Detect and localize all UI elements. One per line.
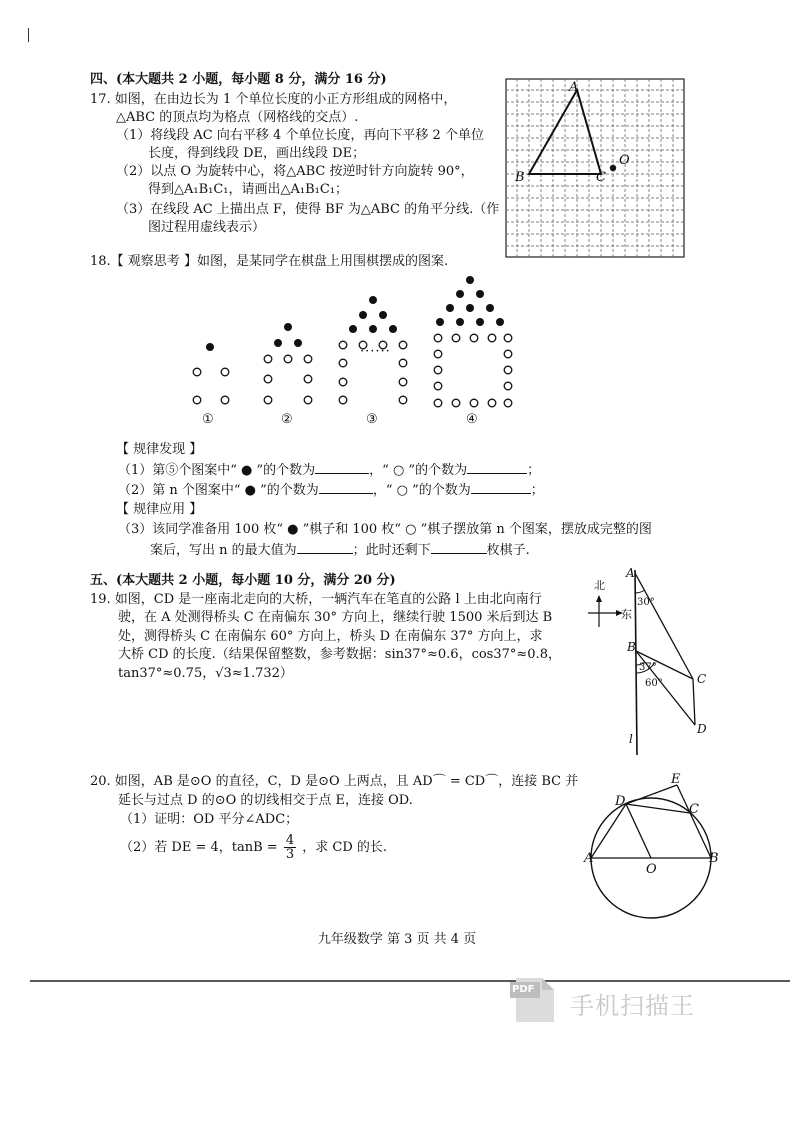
q18-law-title: 【 规律发现 】: [116, 442, 203, 457]
q20-label-c: C: [689, 802, 699, 817]
q20-line1: 20. 如图，AB 是⊙O 的直径，C，D 是⊙O 上两点，且 AD⌒ = CD⌒，连接 BC 并: [90, 774, 579, 789]
q17-line6: 得到△A₁B₁C₁，请画出△A₁B₁C₁；: [148, 182, 349, 197]
q18-app-title: 【 规律应用 】: [116, 502, 203, 517]
q19-label-b: B: [627, 640, 636, 654]
scan-edge-line: [30, 980, 790, 982]
q20-label-a: A: [584, 851, 594, 866]
q18-line1: 18.【 观察思考 】如图，是某同学在棋盘上用围棋摆成的图案.: [90, 254, 449, 269]
q17-label-o: O: [619, 153, 630, 168]
q19-line3: 处，测得桥头 C 在南偏东 60° 方向上，桥头 D 在南偏东 37° 方向上，求: [118, 629, 543, 644]
q20-line3: （1）证明：OD 平分∠ADC；: [120, 812, 299, 827]
q19-line2: 驶，在 A 处测得桥头 C 在南偏东 30° 方向上，继续行驶 1500 米后到达 B: [118, 610, 553, 625]
north-label: 北: [594, 579, 605, 592]
q17-line8: 图过程用虚线表示）: [148, 220, 266, 235]
frac-denominator: 3: [285, 847, 295, 862]
q19-line5: tan37°≈0.75，√3≈1.732）: [118, 666, 293, 681]
q20-label-e: E: [671, 772, 681, 787]
frac-numerator: 4: [285, 833, 295, 848]
q17-label-b: B: [515, 170, 525, 185]
q20-line4: （2）若 DE = 4，tanB = $\frac{4}{3}$ ，求 CD 的长.: [120, 833, 388, 862]
q18-part1: （1）第⑤个图案中“ ● ”的个数为 ，“ ○ ”的个数为 ；: [118, 460, 540, 481]
q18-label-3: ③: [366, 412, 378, 427]
q17-line5: （2）以点 O 为旋转中心，将△ABC 按逆时针方向旋转 90°，: [116, 164, 474, 179]
q17-label-a: A: [569, 80, 579, 95]
q18-ellipsis: ······: [360, 344, 391, 359]
angle-30: 30°: [637, 597, 655, 608]
section-4-heading: 四、(本大题共 2 小题，每小题 8 分，满分 16 分): [90, 72, 387, 87]
q19-label-a: A: [626, 566, 635, 580]
q17-grid-figure: [505, 78, 685, 258]
q18-part3-line2: 案后，写出 n 的最大值为 ；此时还剩下 枚棋子.: [150, 540, 530, 561]
q18-go-patterns: [180, 270, 600, 415]
angle-37: 37°: [639, 662, 657, 673]
q18-label-2: ②: [281, 412, 293, 427]
q20-label-b: B: [709, 851, 719, 866]
page-footer: 九年级数学 第 3 页 共 4 页: [317, 932, 477, 947]
q18-label-4: ④: [466, 412, 478, 427]
q17-label-c: C: [596, 170, 606, 185]
section-5-heading: 五、(本大题共 2 小题，每小题 10 分，满分 20 分): [90, 573, 396, 588]
q19-label-c: C: [697, 672, 707, 686]
q17-line3: （1）将线段 AC 向右平移 4 个单位长度，再向下平移 2 个单位: [116, 128, 484, 143]
pdf-label: PDF: [512, 984, 535, 995]
q19-label-l: l: [629, 732, 633, 746]
q19-line4: 大桥 CD 的长度.（结果保留整数，参考数据：sin37°≈0.6，cos37°≈0.8，: [118, 647, 561, 662]
q18-label-1: ①: [202, 412, 214, 427]
q19-line1: 19. 如图，CD 是一座南北走向的大桥，一辆汽车在笔直的公路 l 上由北向南行: [90, 592, 542, 607]
q20-label-d: D: [615, 794, 626, 809]
q17-line2: △ABC 的顶点均为格点（网格线的交点）.: [116, 110, 359, 125]
q17-line1: 17. 如图，在由边长为 1 个单位长度的小正方形组成的网格中，: [90, 92, 457, 107]
q17-line4: 长度，得到线段 DE，画出线段 DE；: [148, 146, 366, 161]
point-o: [610, 165, 616, 171]
pdf-watermark: [510, 976, 560, 1030]
q19-label-d: D: [697, 722, 707, 736]
scanner-watermark-text: 手机扫描王: [570, 992, 695, 1020]
q20-label-o: O: [646, 862, 657, 877]
white-stones: [193, 334, 512, 407]
q17-line7: （3）在线段 AC 上描出点 F，使得 BF 为△ABC 的角平分线.（作: [116, 202, 500, 217]
q20-line2: 延长与过点 D 的⊙O 的切线相交于点 E，连接 OD.: [118, 793, 413, 808]
scan-mark: [28, 28, 29, 42]
angle-60: 60°: [645, 678, 663, 689]
east-label: 东: [621, 608, 632, 621]
q20-circle-figure: [585, 770, 725, 920]
q18-part2: （2）第 n 个图案中“ ● ”的个数为 ，“ ○ ”的个数为 ；: [118, 480, 544, 501]
q18-part3-line1: （3）该同学准备用 100 枚“ ● ”棋子和 100 枚“ ○ ”棋子摆放第 n 个图案，摆放成完整的图: [118, 522, 652, 537]
